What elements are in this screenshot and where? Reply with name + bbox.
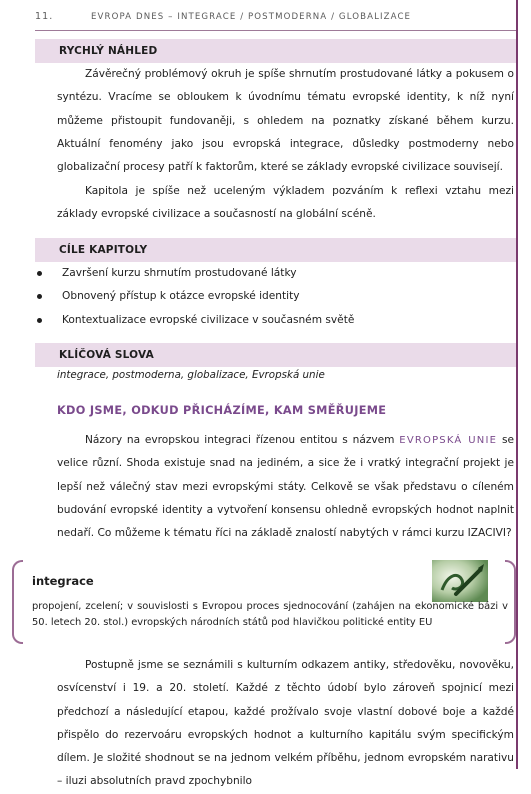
quick-view-title: RYCHLÝ NÁHLED bbox=[59, 45, 158, 57]
running-title: EVROPA DNES – INTEGRACE / POSTMODERNA / GLOBALIZACE bbox=[91, 12, 412, 22]
keywords-bar bbox=[35, 343, 516, 367]
closing-paragraph bbox=[57, 654, 514, 794]
quick-view-bar bbox=[35, 39, 516, 63]
keywords-title: KLÍČOVÁ SLOVA bbox=[59, 349, 154, 361]
definition-term: integrace bbox=[32, 574, 94, 588]
margin-rule bbox=[516, 0, 518, 769]
quick-view-text-1: Závěrečný problémový okruh je spíše shrnutím prostudované látky a pokusem o syntézu. Vracíme se obloukem k úvodnímu tématu evropské identity, k níž nyní můžeme přistoupit fundovaněji, s ohledem na poznatky získané během kurzu. Aktuální fenomény jako jsou evropská integrace, důsledky postmoderny nebo globalizační procesy patří k faktorům, které se základy evropské civilizace souvisejí. bbox=[57, 68, 514, 174]
goal-item bbox=[35, 309, 505, 332]
bullet-icon bbox=[37, 318, 42, 323]
section-paragraph bbox=[57, 429, 514, 545]
goals-list bbox=[35, 262, 505, 332]
goal-item bbox=[35, 285, 505, 308]
bullet-icon bbox=[37, 294, 42, 299]
keywords-text: integrace, postmoderna, globalizace, Evropská unie bbox=[57, 369, 325, 381]
definition-text: propojení, zcelení; v souvislosti s Evropou proces sjednocování (zahájen na ekonomické bázi v 50. letech 20. stol.) evropských národních států pod hlavičkou politické entity EU bbox=[32, 601, 508, 628]
section-text-end: se velice různí. Shoda existuje snad na jediném, a sice že i vratký integrační projekt je lepší než válečný stav mezi evropskými státy. Celkově se však představu o cíleném budování evropské identity a vytvoření konsensu ohledně evropských hodnot naplnit nedaří. Co můžeme k tématu říci na základě znalostí nabytých v rámci kurzu IZACIVI? bbox=[57, 434, 514, 540]
header-divider bbox=[35, 30, 516, 31]
goals-bar bbox=[35, 238, 516, 262]
quick-view-paragraph-2 bbox=[57, 180, 514, 227]
goals-title: CÍLE KAPITOLY bbox=[59, 244, 148, 256]
section-title: KDO JSME, ODKUD PŘICHÁZÍME, KAM SMĚŘUJEME bbox=[57, 404, 387, 417]
goal-text: Obnovený přístup k otázce evropské identity bbox=[62, 290, 300, 303]
bullet-icon bbox=[37, 271, 42, 276]
quick-view-text-2: Kapitola je spíše než uceleným výkladem pozváním k reflexi vztahu mezi základy evropské civilizace a současností na globální scéně. bbox=[57, 185, 514, 221]
eu-link[interactable]: EVROPSKÁ UNIE bbox=[399, 435, 498, 446]
page-number: 11. bbox=[35, 11, 54, 22]
left-bracket bbox=[12, 560, 23, 644]
quick-view-paragraph-1 bbox=[57, 63, 514, 179]
definition-box bbox=[12, 560, 516, 640]
goal-item bbox=[35, 262, 505, 285]
goal-text: Kontextualizace evropské civilizace v současném světě bbox=[62, 313, 355, 326]
closing-text: Postupně jsme se seznámili s kulturním odkazem antiky, středověku, novověku, osvícenství i 19. a 20. století. Každé z těchto údobí bylo zároveň spojnicí mezi předchozí a následující etapou, každé prožívalo svoje vlastní dobové boje a každé přispělo do rezervoáru evropských hodnot a kulturního kapitálu svým specifickým dílem. Je složité shodnout se na jednom velkém příběhu, jednom evropském narativu – iluzi absolutních pravd zpochybnilo bbox=[57, 659, 514, 788]
running-header bbox=[35, 11, 411, 22]
goal-text: Završení kurzu shrnutím prostudované látky bbox=[62, 267, 297, 279]
pen-note-icon bbox=[432, 560, 488, 602]
section-text-start: Názory na evropskou integraci řízenou entitou s názvem bbox=[85, 434, 400, 446]
